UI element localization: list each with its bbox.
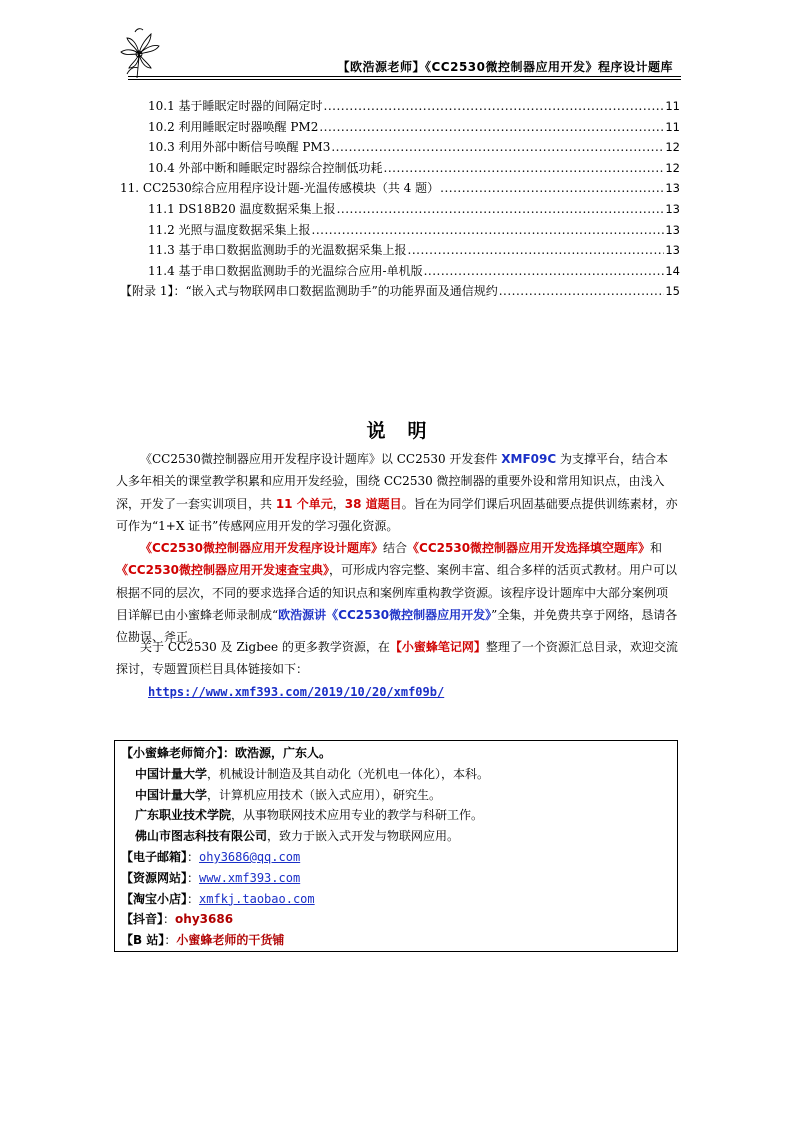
bio-colon: ： xyxy=(163,912,176,927)
bio-heading-label: 【小蜜蜂老师简介】 xyxy=(121,746,224,760)
bio-detail: ，计算机应用技术（嵌入式应用），研究生。 xyxy=(207,787,442,802)
toc-leader xyxy=(440,178,664,199)
toc-entry-text: 11.3 基于串口数据监测助手的光温数据采集上报 xyxy=(148,243,407,258)
toc-leader xyxy=(337,199,665,220)
toc-leader xyxy=(324,96,665,117)
toc-entry[interactable] xyxy=(120,281,680,302)
author-bio-box xyxy=(114,740,678,952)
email-link[interactable]: ohy3686@qq.com xyxy=(199,849,301,864)
p2-text-4: ”全集，并免费共享于网络，恳请各位勘误、斧正。 xyxy=(116,607,678,645)
toc-entry[interactable] xyxy=(120,261,680,282)
toc-entry-text: 11.2 光照与温度数据采集上报 xyxy=(148,222,311,237)
bio-heading-text: ：欧浩源，广东人。 xyxy=(223,746,332,760)
toc-entry-page: 13 xyxy=(665,201,680,216)
toc-entry-text: 11. CC2530综合应用程序设计题-光温传感模块（共 4 题） xyxy=(120,181,440,196)
resources-paragraph xyxy=(116,636,678,681)
p2-text-3: ，可形成内容完整、案例丰富、组合多样的活页式教材。用户可以根据不同的层次，不同的要求选择合适的知识点和案例库重构教学资源。该程序设计题库中大部分案例项目详解已由小蜜蜂老师录制成“ xyxy=(116,563,678,622)
toc-entry-page: 13 xyxy=(665,243,680,258)
site-name: 【小蜜蜂笔记网】 xyxy=(389,640,486,654)
bundle-paragraph xyxy=(116,537,678,648)
toc-entry[interactable] xyxy=(120,96,680,117)
p3-text-1: 关于 CC2530 及 Zigbee 的更多教学资源，在 xyxy=(140,640,390,654)
toc-entry-page: 15 xyxy=(665,284,680,299)
bio-work-1 xyxy=(121,805,671,826)
intro-paragraph xyxy=(116,448,678,537)
video-series-title: 欧浩源讲《CC2530微控制器应用开发》 xyxy=(278,607,492,622)
bio-heading xyxy=(121,743,671,764)
bio-douyin xyxy=(121,909,671,930)
toc-entry-text: 10.4 外部中断和睡眠定时器综合控制低功耗 xyxy=(148,160,383,175)
bio-bilibili xyxy=(121,930,671,951)
book-title-program: 《CC2530微控制器应用开发程序设计题库》 xyxy=(140,541,384,555)
bio-org: 广东职业技术学院 xyxy=(135,808,232,823)
table-of-contents xyxy=(120,96,680,302)
toc-entry-text: 10.3 利用外部中断信号唤醒 PM3 xyxy=(148,140,331,155)
bio-website-label: 【资源网站】 xyxy=(121,870,188,885)
toc-entry[interactable] xyxy=(120,117,680,138)
p1-text-4: 。旨在为同学们课后巩固基础要点提供训练素材，亦可作为“1+X 证书”传感网应用开发的学习强化资源。 xyxy=(116,496,678,533)
toc-entry-page: 11 xyxy=(665,119,680,134)
bilibili-channel: 小蜜蜂老师的干货铺 xyxy=(176,933,285,948)
bio-colon: ： xyxy=(187,891,200,906)
header-rule xyxy=(128,76,681,77)
toc-entry-text: 11.4 基于串口数据监测助手的光温综合应用-单机版 xyxy=(148,263,423,278)
toc-entry[interactable] xyxy=(120,158,680,179)
website-link[interactable]: www.xmf393.com xyxy=(199,870,301,885)
resources-link[interactable]: https://www.xmf393.com/2019/10/20/xmf09b/ xyxy=(148,685,445,699)
bio-detail: ，致力于嵌入式开发与物联网应用。 xyxy=(267,829,460,844)
book-title-choice: 《CC2530微控制器应用开发选择填空题库》 xyxy=(407,541,651,555)
toc-leader xyxy=(408,240,665,261)
bio-douyin-label: 【抖音】 xyxy=(121,912,164,927)
resources-link-line xyxy=(116,681,710,703)
toc-entry[interactable] xyxy=(120,178,680,199)
toc-entry-page: 13 xyxy=(665,222,680,237)
bio-email-label: 【电子邮箱】 xyxy=(121,849,188,864)
bio-shop xyxy=(121,889,671,910)
bio-detail: ，机械设计制造及其自动化（光机电一体化），本科。 xyxy=(207,766,490,781)
bio-colon: ： xyxy=(187,849,200,864)
bio-colon: ： xyxy=(164,933,177,948)
p3-text-2: 整理了一个资源汇总目录，欢迎交流探讨，专题置顶栏目具体链接如下： xyxy=(116,640,678,677)
bio-work-2 xyxy=(121,826,671,847)
toc-entry[interactable] xyxy=(120,240,680,261)
toc-entry-page: 14 xyxy=(665,263,680,278)
toc-leader xyxy=(331,137,664,158)
bio-detail: ，从事物联网技术应用专业的教学与科研工作。 xyxy=(231,808,484,823)
toc-leader xyxy=(384,158,665,179)
toc-leader xyxy=(312,220,665,241)
toc-entry[interactable] xyxy=(120,137,680,158)
toc-leader xyxy=(319,117,664,138)
toc-entry-page: 13 xyxy=(665,181,680,196)
p2-text-2: 和 xyxy=(650,541,663,555)
section-title-text: 说明 xyxy=(366,420,449,442)
item-count: 38 道题目 xyxy=(344,496,402,511)
toc-leader xyxy=(499,281,665,302)
p2-text-1: 结合 xyxy=(383,541,408,555)
header-rule-thin xyxy=(128,79,681,80)
bio-email xyxy=(121,847,671,868)
bio-education-2 xyxy=(121,785,671,806)
toc-entry-text: 11.1 DS18B20 温度数据采集上报 xyxy=(148,201,336,216)
bio-org: 中国计量大学 xyxy=(135,766,208,781)
bio-org: 中国计量大学 xyxy=(135,787,208,802)
page-header-title: 【欧浩源老师】《CC2530微控制器应用开发》程序设计题库 xyxy=(337,60,673,74)
toc-entry-text: 10.1 基于睡眠定时器的间隔定时 xyxy=(148,99,323,113)
toc-entry-page: 12 xyxy=(665,160,680,175)
bio-bilibili-label: 【B 站】 xyxy=(121,933,165,948)
unit-count: 11 个单元 xyxy=(275,496,333,511)
toc-entry-page: 11 xyxy=(665,99,680,113)
bio-website xyxy=(121,868,671,889)
toc-entry-text: 【附录 1】：“嵌入式与物联网串口数据监测助手”的功能界面及通信规约 xyxy=(120,284,498,299)
section-title xyxy=(0,416,793,443)
shop-link[interactable]: xmfkj.taobao.com xyxy=(199,891,315,906)
toc-entry-page: 12 xyxy=(665,140,680,155)
book-title-reference: 《CC2530微控制器应用开发速查宝典》 xyxy=(116,563,330,578)
bio-colon: ： xyxy=(187,870,200,885)
bio-org: 佛山市图志科技有限公司 xyxy=(135,829,268,844)
flower-logo-icon xyxy=(117,24,165,80)
douyin-id: ohy3686 xyxy=(175,912,234,927)
toc-entry-text: 10.2 利用睡眠定时器唤醒 PM2 xyxy=(148,119,319,134)
toc-entry[interactable] xyxy=(120,199,680,220)
p1-text-1: 《CC2530微控制器应用开发程序设计题库》以 CC2530 开发套件 xyxy=(140,452,502,466)
p1-text-3: ， xyxy=(332,496,345,511)
kit-model: XMF09C xyxy=(501,452,557,466)
toc-leader xyxy=(424,261,665,282)
p1-text-2: 为支撑平台，结合本人多年相关的课堂教学积累和应用开发经验，围绕 CC2530 微控制器的重要外设和常用知识点，由浅入深，开发了一套实训项目，共 xyxy=(116,452,668,511)
toc-entry[interactable] xyxy=(120,220,680,241)
bio-education-1 xyxy=(121,764,671,785)
bio-shop-label: 【淘宝小店】 xyxy=(121,891,188,906)
